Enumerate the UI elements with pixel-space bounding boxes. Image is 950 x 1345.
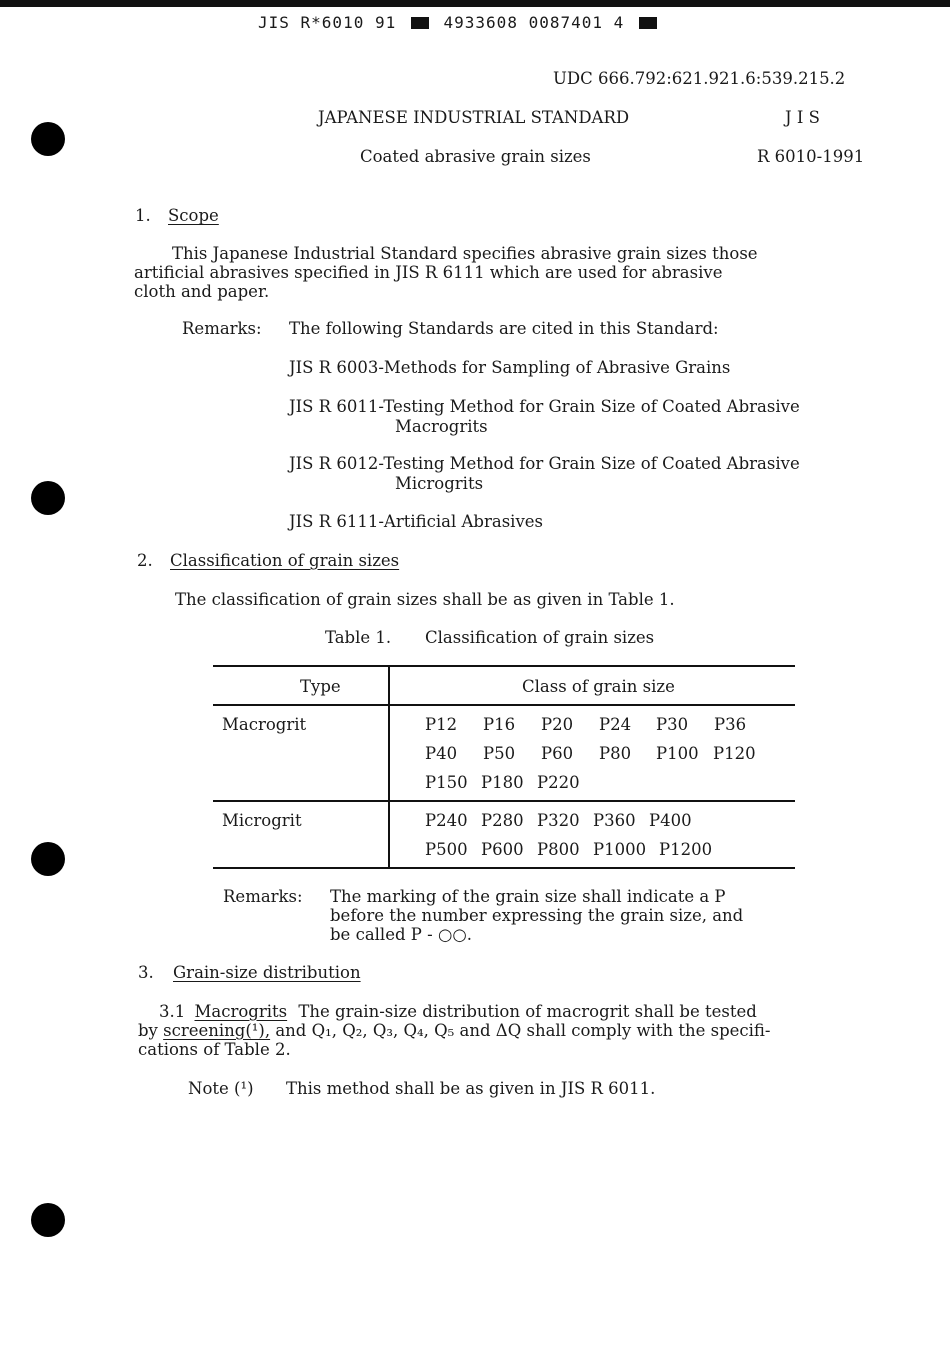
grade-cell: P800	[537, 840, 580, 859]
note-label: Note (¹)	[188, 1079, 254, 1098]
subsection-text: and Q₁, Q₂, Q₃, Q₄, Q₅ and ΔQ shall comply with the specifi-	[275, 1021, 771, 1040]
grade-cell: P40	[425, 744, 458, 763]
cited-standard: JIS R 6012-Testing Method for Grain Size of Coated Abrasive	[289, 454, 800, 473]
table-remarks-line: The marking of the grain size shall indicate a P	[330, 887, 726, 906]
jis-label: J I S	[785, 108, 820, 127]
subsection-text: The grain-size distribution of macrogrit shall be tested	[298, 1002, 757, 1021]
table-remarks-line: before the number expressing the grain size, and	[330, 906, 744, 925]
table-remarks-line: be called P - ○○.	[330, 925, 472, 944]
punch-hole	[31, 481, 65, 515]
section3-number: 3.	[138, 963, 154, 982]
section2-heading: Classification of grain sizes	[170, 551, 400, 570]
grade-cell: P12	[425, 715, 458, 734]
cited-standard: JIS R 6111-Artificial Abrasives	[289, 512, 544, 531]
header-code-part1: JIS R*6010 91	[258, 13, 397, 32]
udc-code: UDC 666.792:621.921.6:539.215.2	[553, 69, 846, 88]
section1-body	[134, 244, 758, 301]
cited-standard-cont: Macrogrits	[395, 417, 488, 436]
table-column-divider	[388, 665, 390, 869]
section1-number: 1.	[135, 206, 151, 225]
grade-cell: P1200	[659, 840, 713, 859]
section3-1-paragraph	[138, 1002, 771, 1059]
table-remarks-label: Remarks:	[223, 887, 303, 906]
grade-cell: P80	[599, 744, 632, 763]
section1-body-line: cloth and paper.	[134, 282, 270, 301]
grade-cell: P500	[425, 840, 468, 859]
section2-body: The classification of grain sizes shall be as given in Table 1.	[175, 590, 675, 609]
grade-cell: P180	[481, 773, 524, 792]
grade-cell: P120	[713, 744, 756, 763]
grade-cell: P1000	[593, 840, 647, 859]
grade-cell: P36	[714, 715, 747, 734]
section1-remarks-intro: The following Standards are cited in this Standard:	[289, 319, 719, 338]
section1-heading: Scope	[168, 206, 219, 225]
grade-cell: P100	[656, 744, 699, 763]
table-header-type: Type	[300, 677, 341, 696]
barcode-block	[411, 17, 429, 29]
subsection-heading: Macrogrits	[194, 1002, 288, 1021]
section3-1-line	[138, 1021, 771, 1040]
grade-cell: P150	[425, 773, 468, 792]
cited-standard-cont: Microgrits	[395, 474, 484, 493]
grade-cell: P360	[593, 811, 636, 830]
grade-cell: P60	[541, 744, 574, 763]
document-subject: Coated abrasive grain sizes	[360, 147, 591, 166]
punch-hole	[31, 122, 65, 156]
document-header-code	[258, 13, 661, 32]
grade-cell: P24	[599, 715, 632, 734]
grade-cell: P20	[541, 715, 574, 734]
section1-remarks-label: Remarks:	[182, 319, 262, 338]
table-row-type: Microgrit	[222, 811, 302, 830]
table-caption-number: Table 1.	[325, 628, 392, 647]
grade-cell: P240	[425, 811, 468, 830]
table-bottom-rule	[213, 867, 795, 869]
header-code-part2: 4933608 0087401 4	[443, 13, 625, 32]
grade-cell: P280	[481, 811, 524, 830]
grade-cell: P50	[483, 744, 516, 763]
section3-1-line: cations of Table 2.	[138, 1040, 291, 1059]
cited-standard: JIS R 6011-Testing Method for Grain Size of Coated Abrasive	[289, 397, 800, 416]
grade-cell: P30	[656, 715, 689, 734]
grade-cell: P320	[537, 811, 580, 830]
table-header-class: Class of grain size	[522, 677, 675, 696]
section3-1-line	[138, 1002, 771, 1021]
grade-cell: P220	[537, 773, 580, 792]
punch-hole	[31, 1203, 65, 1237]
screening-reference: screening(¹),	[163, 1021, 271, 1040]
subsection-text: by	[138, 1021, 158, 1040]
table-row-rule	[213, 800, 795, 802]
standard-number: R 6010-1991	[757, 147, 865, 166]
section1-body-line: This Japanese Industrial Standard specifies abrasive grain sizes those	[172, 244, 758, 263]
cited-standard: JIS R 6003-Methods for Sampling of Abrasive Grains	[289, 358, 731, 377]
punch-hole	[31, 842, 65, 876]
table-remarks-text	[330, 887, 743, 944]
section3-heading: Grain-size distribution	[173, 963, 361, 982]
barcode-block	[639, 17, 657, 29]
scan-top-border	[0, 0, 950, 7]
table-header-rule	[213, 704, 795, 706]
subsection-number: 3.1	[159, 1002, 186, 1021]
grade-cell: P16	[483, 715, 516, 734]
table-row-type: Macrogrit	[222, 715, 307, 734]
table-top-rule	[213, 665, 795, 667]
section1-body-line: artificial abrasives specified in JIS R 6111 which are used for abrasive	[134, 263, 723, 282]
grade-cell: P600	[481, 840, 524, 859]
section2-number: 2.	[137, 551, 153, 570]
grade-cell: P400	[649, 811, 692, 830]
note-text: This method shall be as given in JIS R 6011.	[286, 1079, 656, 1098]
standard-title: JAPANESE INDUSTRIAL STANDARD	[318, 108, 630, 127]
table-caption-title: Classification of grain sizes	[425, 628, 655, 647]
